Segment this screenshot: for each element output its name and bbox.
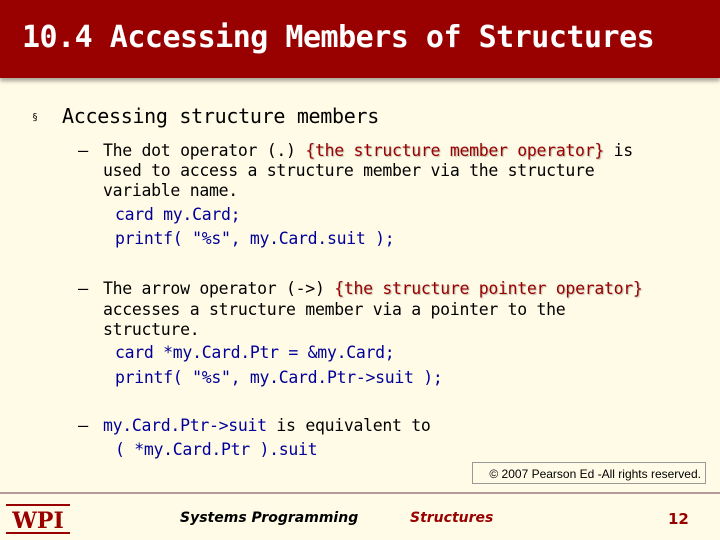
dot-operator-line-1 [103,141,633,160]
pointer-operator-highlight: {the structure pointer operator} [334,279,643,298]
footer-course: Systems Programming [180,510,359,526]
equivalence-text: is equivalent to [266,416,431,435]
dash-marker: – [78,141,89,161]
code-card-decl: card my.Card; [115,205,241,224]
slide-title: 10.4 Accessing Members of Structures [22,20,655,55]
main-bullet-text: Accessing structure members [62,104,380,128]
dot-operator-intro: The dot operator (.) [103,141,306,160]
deref-expression: ( *my.Card.Ptr ).suit [115,440,318,459]
dot-operator-line-2: used to access a structure member via the structure [103,161,595,180]
member-operator-highlight: {the structure member operator} [305,141,604,160]
arrow-operator-line-2: accesses a structure member via a pointer to the [103,300,566,319]
code-pointer-decl: card *my.Card.Ptr = &my.Card; [115,343,395,362]
wpi-logo [4,502,72,536]
wpi-logo-text: WPI [12,508,64,534]
arrow-operator-intro: The arrow operator (->) [103,279,335,298]
code-printf-dot: printf( "%s", my.Card.suit ); [115,229,395,248]
dash-marker: – [78,279,89,299]
footer-divider [0,492,720,494]
code-printf-arrow: printf( "%s", my.Card.Ptr->suit ); [115,368,443,387]
arrow-operator-line-1 [103,279,643,298]
dot-operator-tail: is [603,141,633,160]
equivalence-line-1 [103,416,431,435]
copyright-notice: © 2007 Pearson Ed -All rights reserved. [472,462,706,484]
dot-operator-line-3: variable name. [103,181,238,200]
footer-topic: Structures [410,510,494,526]
page-number: 12 [668,510,689,528]
dash-marker: – [78,416,89,436]
bullet-marker: § [32,112,39,123]
arrow-expression: my.Card.Ptr->suit [103,416,267,435]
arrow-operator-line-3: structure. [103,320,200,339]
